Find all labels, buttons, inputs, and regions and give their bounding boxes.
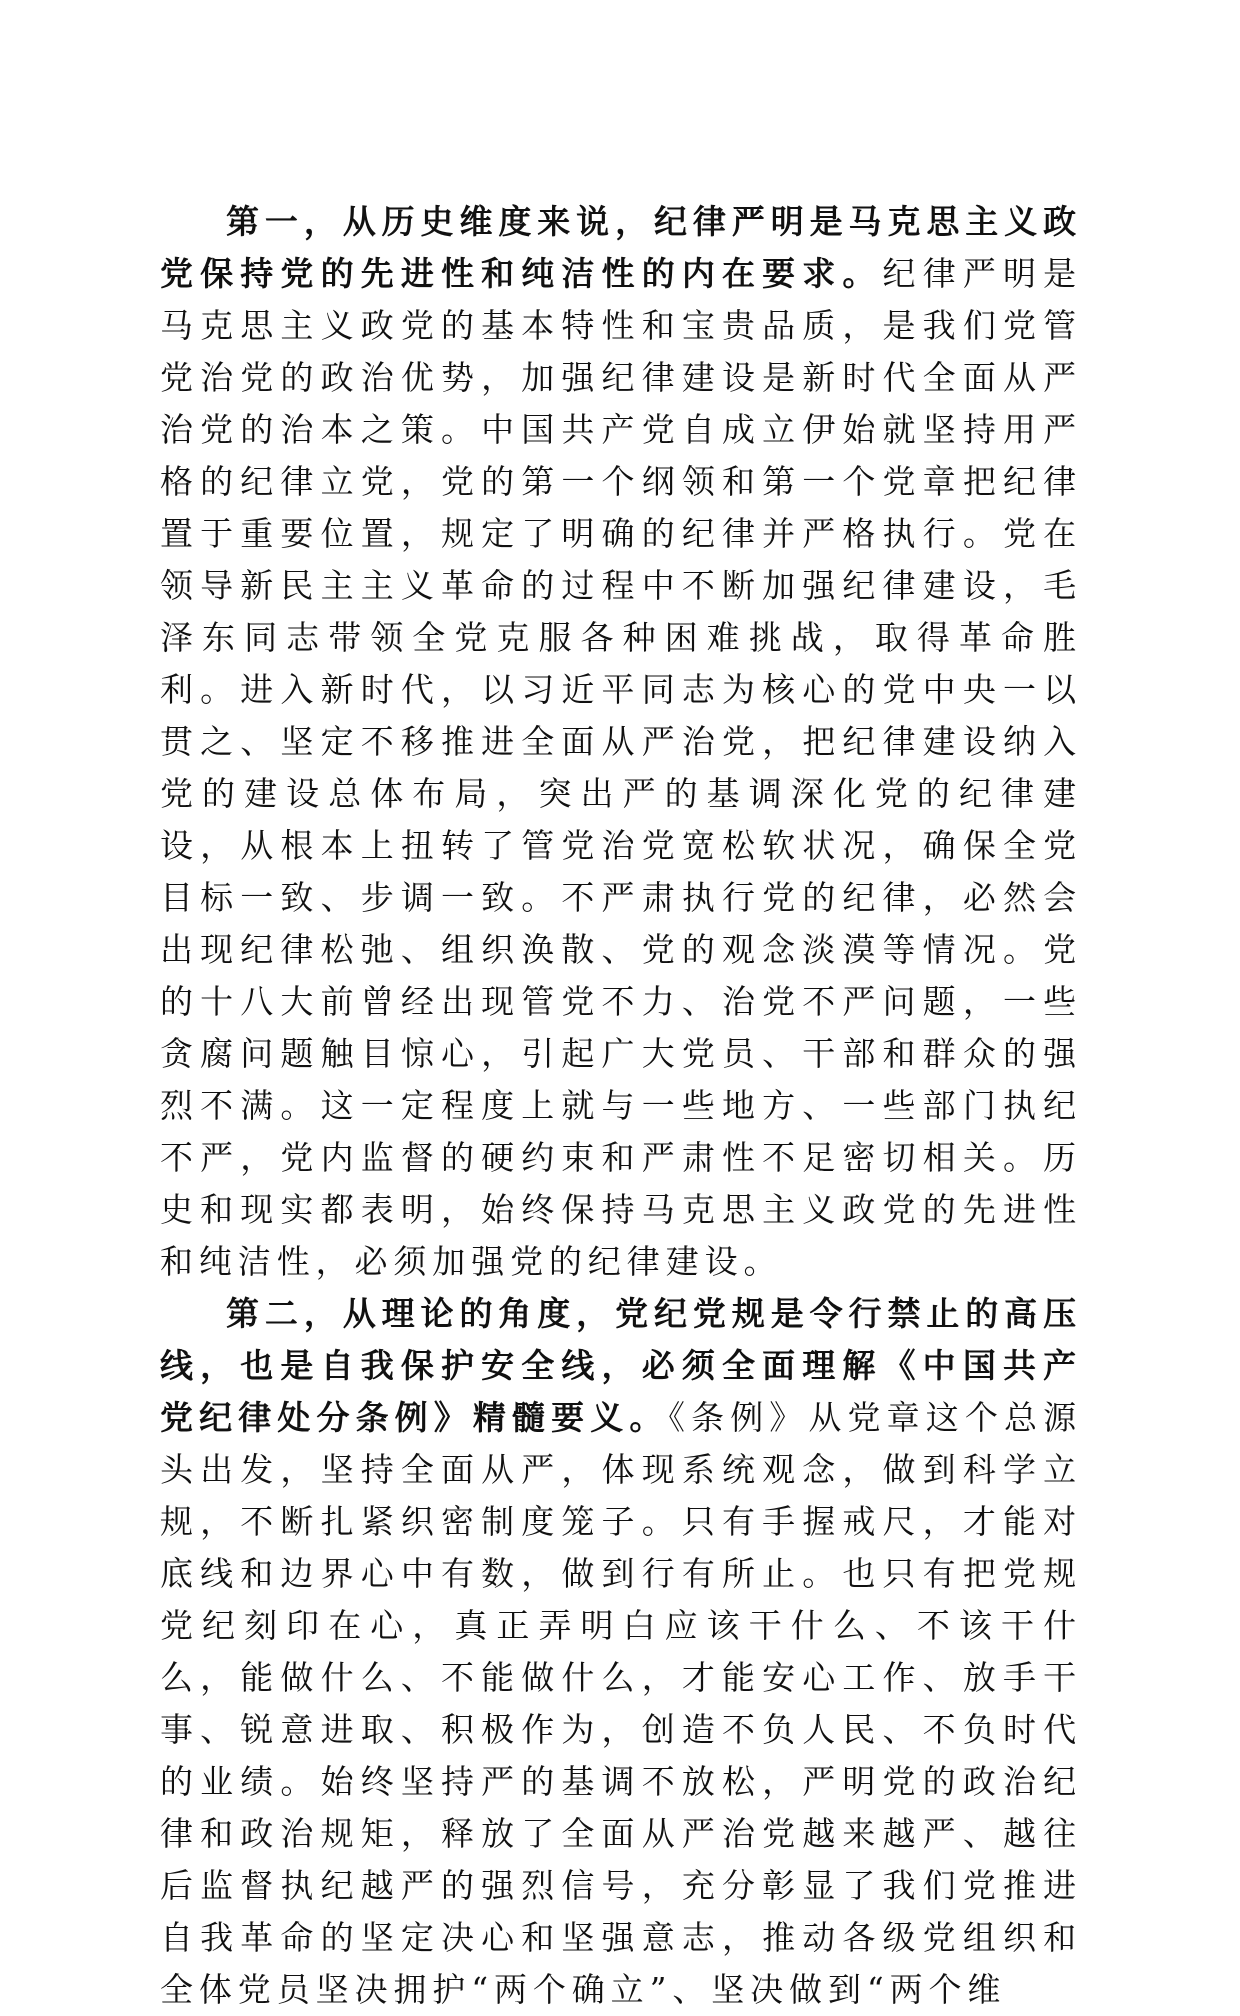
- paragraph-1-body: 纪律严明是马克思主义政党的基本特性和宝贵品质，是我们党管党治党的政治优势，加强纪律建设是新时代全面从严治党的治本之策。中国共产党自成立伊始就坚持用严格的纪律立党，党的第一个纲领和第一个党章把纪律置于重要位置，规定了明确的纪律并严格执行。党在领导新民主主义革命的过程中不断加强纪律建设，毛泽东同志带领全党克服各种困难挑战，取得革命胜利。进入新时代，以习近平同志为核心的党中央一以贯之、坚定不移推进全面从严治党，把纪律建设纳入党的建设总体布局，突出严的基调深化党的纪律建设，从根本上扭转了管党治党宽松软状况，确保全党目标一致、步调一致。不严肃执行党的纪律，必然会出现纪律松弛、组织涣散、党的观念淡漠等情况。党的十八大前曾经出现管党不力、治党不严问题，一些贪腐问题触目惊心，引起广大党员、干部和群众的强烈不满。这一定程度上就与一些地方、一些部门执纪不严，党内监督的硬约束和严肃性不足密切相关。历史和现实都表明，始终保持马克思主义政党的先进性和纯洁性，必须加强党的纪律建设。: [160, 254, 1083, 1281]
- paragraph-1: [160, 196, 1082, 1288]
- paragraph-1-lead: 第一，从历史维度来说，纪律严明是马克思主义政党保持党的先进性和纯洁性的内在要求。: [160, 202, 1082, 293]
- paragraph-2-body: 《条例》从党章这个总源头出发，坚持全面从严，体现系统观念，做到科学立规，不断扎紧织密制度笼子。只有手握戒尺，才能对底线和边界心中有数，做到行有所止。也只有把党规党纪刻印在心，真正弄明白应该干什么、不该干什么，能做什么、不能做什么，才能安心工作、放手干事、锐意进取、积极作为，创造不负人民、不负时代的业绩。始终坚持严的基调不放松，严明党的政治纪律和政治规矩，释放了全面从严治党越来越严、越往后监督执纪越严的强烈信号，充分彰显了我们党推进自我革命的坚定决心和坚强意志，推动各级党组织和全体党员坚决拥护“两个确立”、坚决做到“两个维: [160, 1398, 1082, 2009]
- document-page: [160, 196, 1082, 2016]
- paragraph-2-lead: 第二，从理论的角度，党纪党规是令行禁止的高压线，也是自我保护安全线，必须全面理解《中国共产党纪律处分条例》精髓要义。: [160, 1294, 1082, 1437]
- paragraph-2: [160, 1288, 1082, 2016]
